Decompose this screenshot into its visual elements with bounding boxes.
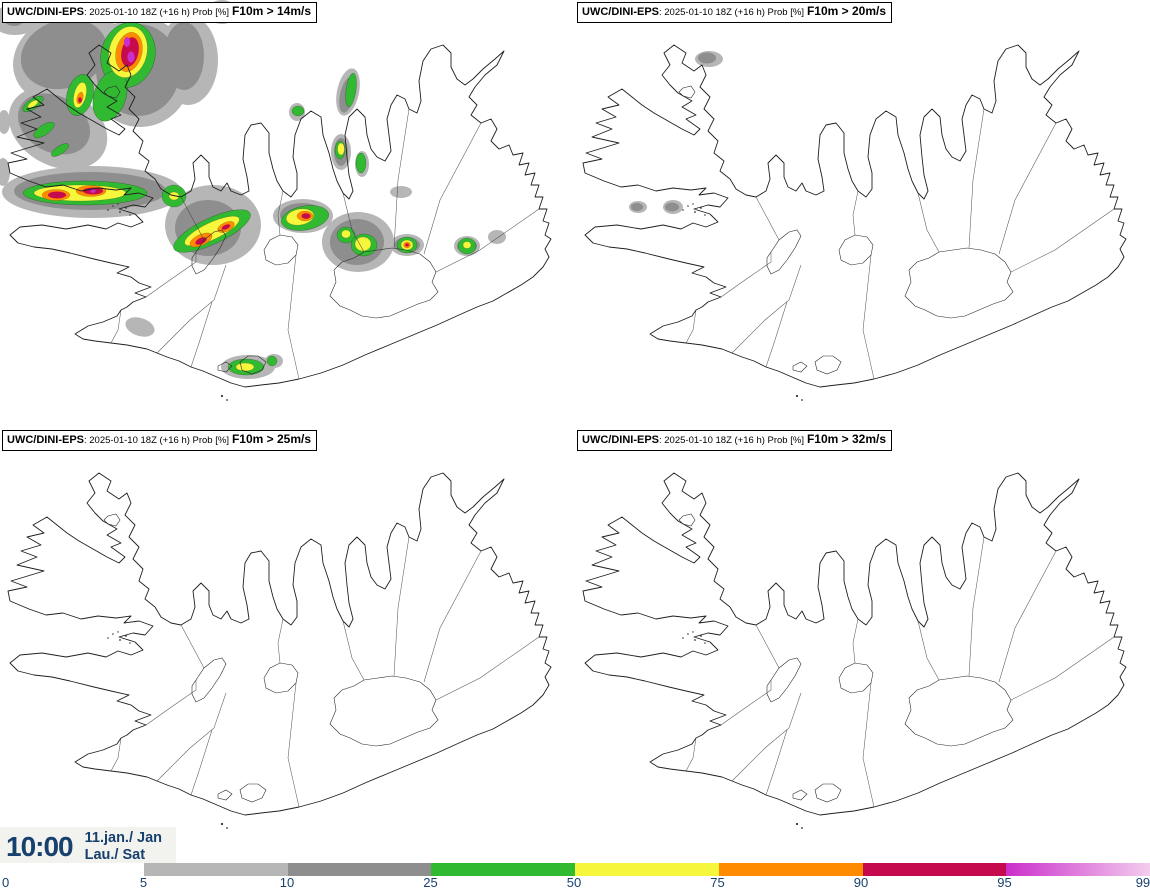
valid-date-line2: Lau./ Sat xyxy=(84,846,146,863)
model-name: UWC/DINI-EPS xyxy=(582,434,659,446)
colorbar-tick-50: 50 xyxy=(566,875,582,890)
threshold-label: F10m > 25m/s xyxy=(231,432,312,446)
valid-date-line1: 11.jan./ Jan xyxy=(84,830,163,846)
colorbar-tick-0: 0 xyxy=(2,875,10,890)
panel-title xyxy=(577,2,892,23)
iceland-map xyxy=(0,0,575,428)
valid-date xyxy=(85,830,162,863)
colorbar-tick-25: 25 xyxy=(423,875,438,890)
panel-prob-14ms xyxy=(0,0,575,428)
panel-title xyxy=(2,2,317,23)
model-name: UWC/DINI-EPS xyxy=(582,6,659,18)
colorbar-tick-95: 95 xyxy=(997,875,1012,890)
iceland-map xyxy=(575,0,1150,428)
colorbar-tick-75: 75 xyxy=(710,875,725,890)
iceland-map xyxy=(575,428,1150,856)
model-name: UWC/DINI-EPS xyxy=(7,6,84,18)
run-info: : 2025-01-10 18Z (+16 h) Prob [%] xyxy=(84,7,229,18)
run-info: : 2025-01-10 18Z (+16 h) Prob [%] xyxy=(84,435,229,446)
panel-prob-25ms xyxy=(0,428,575,856)
threshold-label: F10m > 32m/s xyxy=(806,432,887,446)
model-name: UWC/DINI-EPS xyxy=(7,434,84,446)
valid-time: 10:00 xyxy=(6,830,73,862)
iceland-map xyxy=(0,428,575,856)
threshold-label: F10m > 20m/s xyxy=(806,4,887,18)
colorbar-tick-10: 10 xyxy=(279,875,295,890)
panel-title xyxy=(577,430,892,451)
colorbar-tick-90: 90 xyxy=(853,875,869,890)
colorbar-tick-5: 5 xyxy=(139,875,148,890)
threshold-label: F10m > 14m/s xyxy=(231,4,312,18)
run-info: : 2025-01-10 18Z (+16 h) Prob [%] xyxy=(659,435,804,446)
panel-prob-32ms xyxy=(575,428,1150,856)
panel-title xyxy=(2,430,317,451)
run-info: : 2025-01-10 18Z (+16 h) Prob [%] xyxy=(659,7,804,18)
colorbar-tick-labels xyxy=(0,875,1150,891)
panel-prob-20ms xyxy=(575,0,1150,428)
colorbar-tick-99: 99 xyxy=(1135,875,1150,890)
